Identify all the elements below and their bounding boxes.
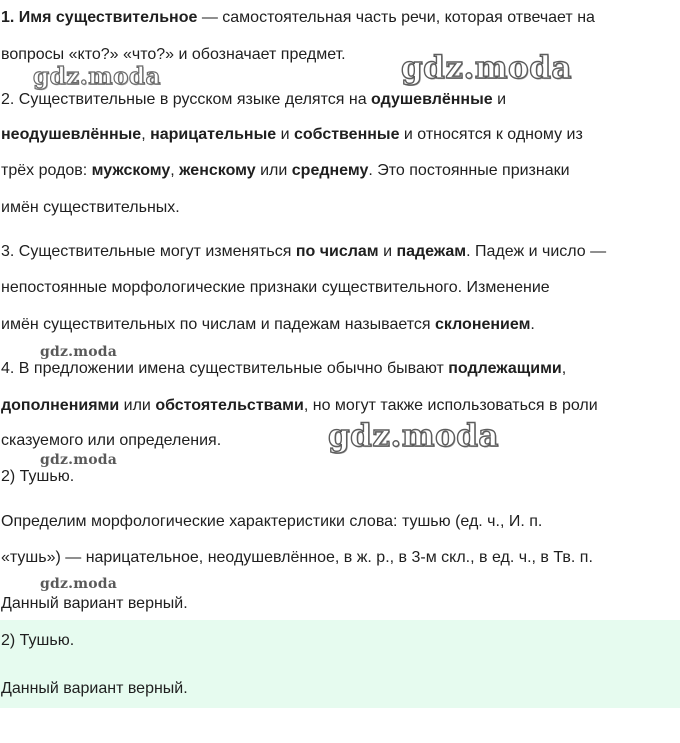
choice-line (1, 467, 74, 487)
bold-term: женскому (179, 162, 256, 179)
text-run: , (561, 360, 567, 377)
text-run: вопросы «кто?» «что?» и обозначает предмет. (1, 46, 346, 63)
paragraph-1-line-1 (1, 8, 595, 28)
text-run: 2. Существительные в русском языке делятся на (1, 91, 372, 108)
text-run: 3. Существительные могут изменяться (1, 243, 296, 260)
text-run: и относятся к одному из (399, 126, 583, 143)
text-run: сказуемого или определения. (1, 432, 222, 449)
watermark: gdz.moda (328, 418, 499, 454)
watermark: gdz.moda (40, 452, 118, 468)
text-run: и (492, 91, 507, 108)
text-run: . (530, 316, 535, 333)
text-run: имён существительных по числам и падежам называется (1, 316, 435, 333)
text-run: или (119, 397, 156, 414)
watermark: gdz.moda (40, 344, 118, 360)
text-run: Определим морфологические характеристики слова: тушью (ед. ч., И. п. (1, 513, 543, 530)
paragraph-2-line-4 (1, 198, 180, 218)
bold-term: 1. Имя существительное (1, 9, 198, 26)
bold-term: мужскому (91, 162, 171, 179)
paragraph-3-line-1 (1, 242, 606, 262)
text-run: 4. В предложении имена существительные обычно бывают (1, 360, 449, 377)
bold-term: обстоятельствами (155, 397, 304, 414)
bold-term: неодушевлённые (1, 126, 142, 143)
text-run: «тушь») — нарицательное, неодушевлённое, в ж. р., в 3-м скл., в ед. ч., в Тв. п. (1, 549, 593, 566)
text-run: , но могут также использоваться в роли (303, 397, 598, 414)
paragraph-4-line-3 (1, 431, 221, 451)
text-run: Данный вариант верный. (1, 595, 188, 612)
text-run: и (276, 126, 294, 143)
analysis-line-1 (1, 512, 542, 532)
bold-term: одушевлённые (371, 91, 493, 108)
paragraph-4-line-2 (1, 396, 598, 416)
text-run: имён существительных. (1, 199, 180, 216)
text-run: трёх родов: (1, 162, 92, 179)
answer-verdict: Данный вариант верный. (1, 680, 188, 697)
bold-term: склонением (434, 316, 531, 333)
paragraph-1-line-2 (1, 45, 346, 65)
bold-term: собственные (293, 126, 400, 143)
watermark: gdz.moda (33, 63, 161, 90)
watermark: gdz.moda (40, 576, 118, 592)
text-run: . Это постоянные признаки (368, 162, 570, 179)
text-run: и (378, 243, 397, 260)
bold-term: среднему (291, 162, 369, 179)
paragraph-2-line-3 (1, 161, 570, 181)
paragraph-3-line-3 (1, 315, 535, 335)
watermark: gdz.moda (401, 50, 572, 86)
bold-term: падежам (396, 243, 467, 260)
text-run: — самостоятельная часть речи, которая отвечает на (197, 9, 595, 26)
answer-choice: 2) Тушью. (1, 632, 75, 649)
text-run: , (170, 162, 180, 179)
analysis-line-2 (1, 548, 593, 568)
bold-term: по числам (295, 243, 379, 260)
bold-term: подлежащими (448, 360, 562, 377)
paragraph-4-line-1 (1, 359, 566, 379)
text-run: , (141, 126, 151, 143)
text-run: . Падеж и число — (466, 243, 607, 260)
text-run: непостоянные морфологические признаки существительного. Изменение (1, 279, 550, 296)
paragraph-3-line-2 (1, 278, 550, 298)
text-run: 2) Тушью. (1, 468, 75, 485)
text-run: или (255, 162, 292, 179)
paragraph-2-line-1 (1, 90, 506, 110)
paragraph-2-line-2 (1, 125, 583, 145)
bold-term: дополнениями (1, 397, 120, 414)
bold-term: нарицательные (150, 126, 277, 143)
verdict-line (1, 594, 188, 614)
